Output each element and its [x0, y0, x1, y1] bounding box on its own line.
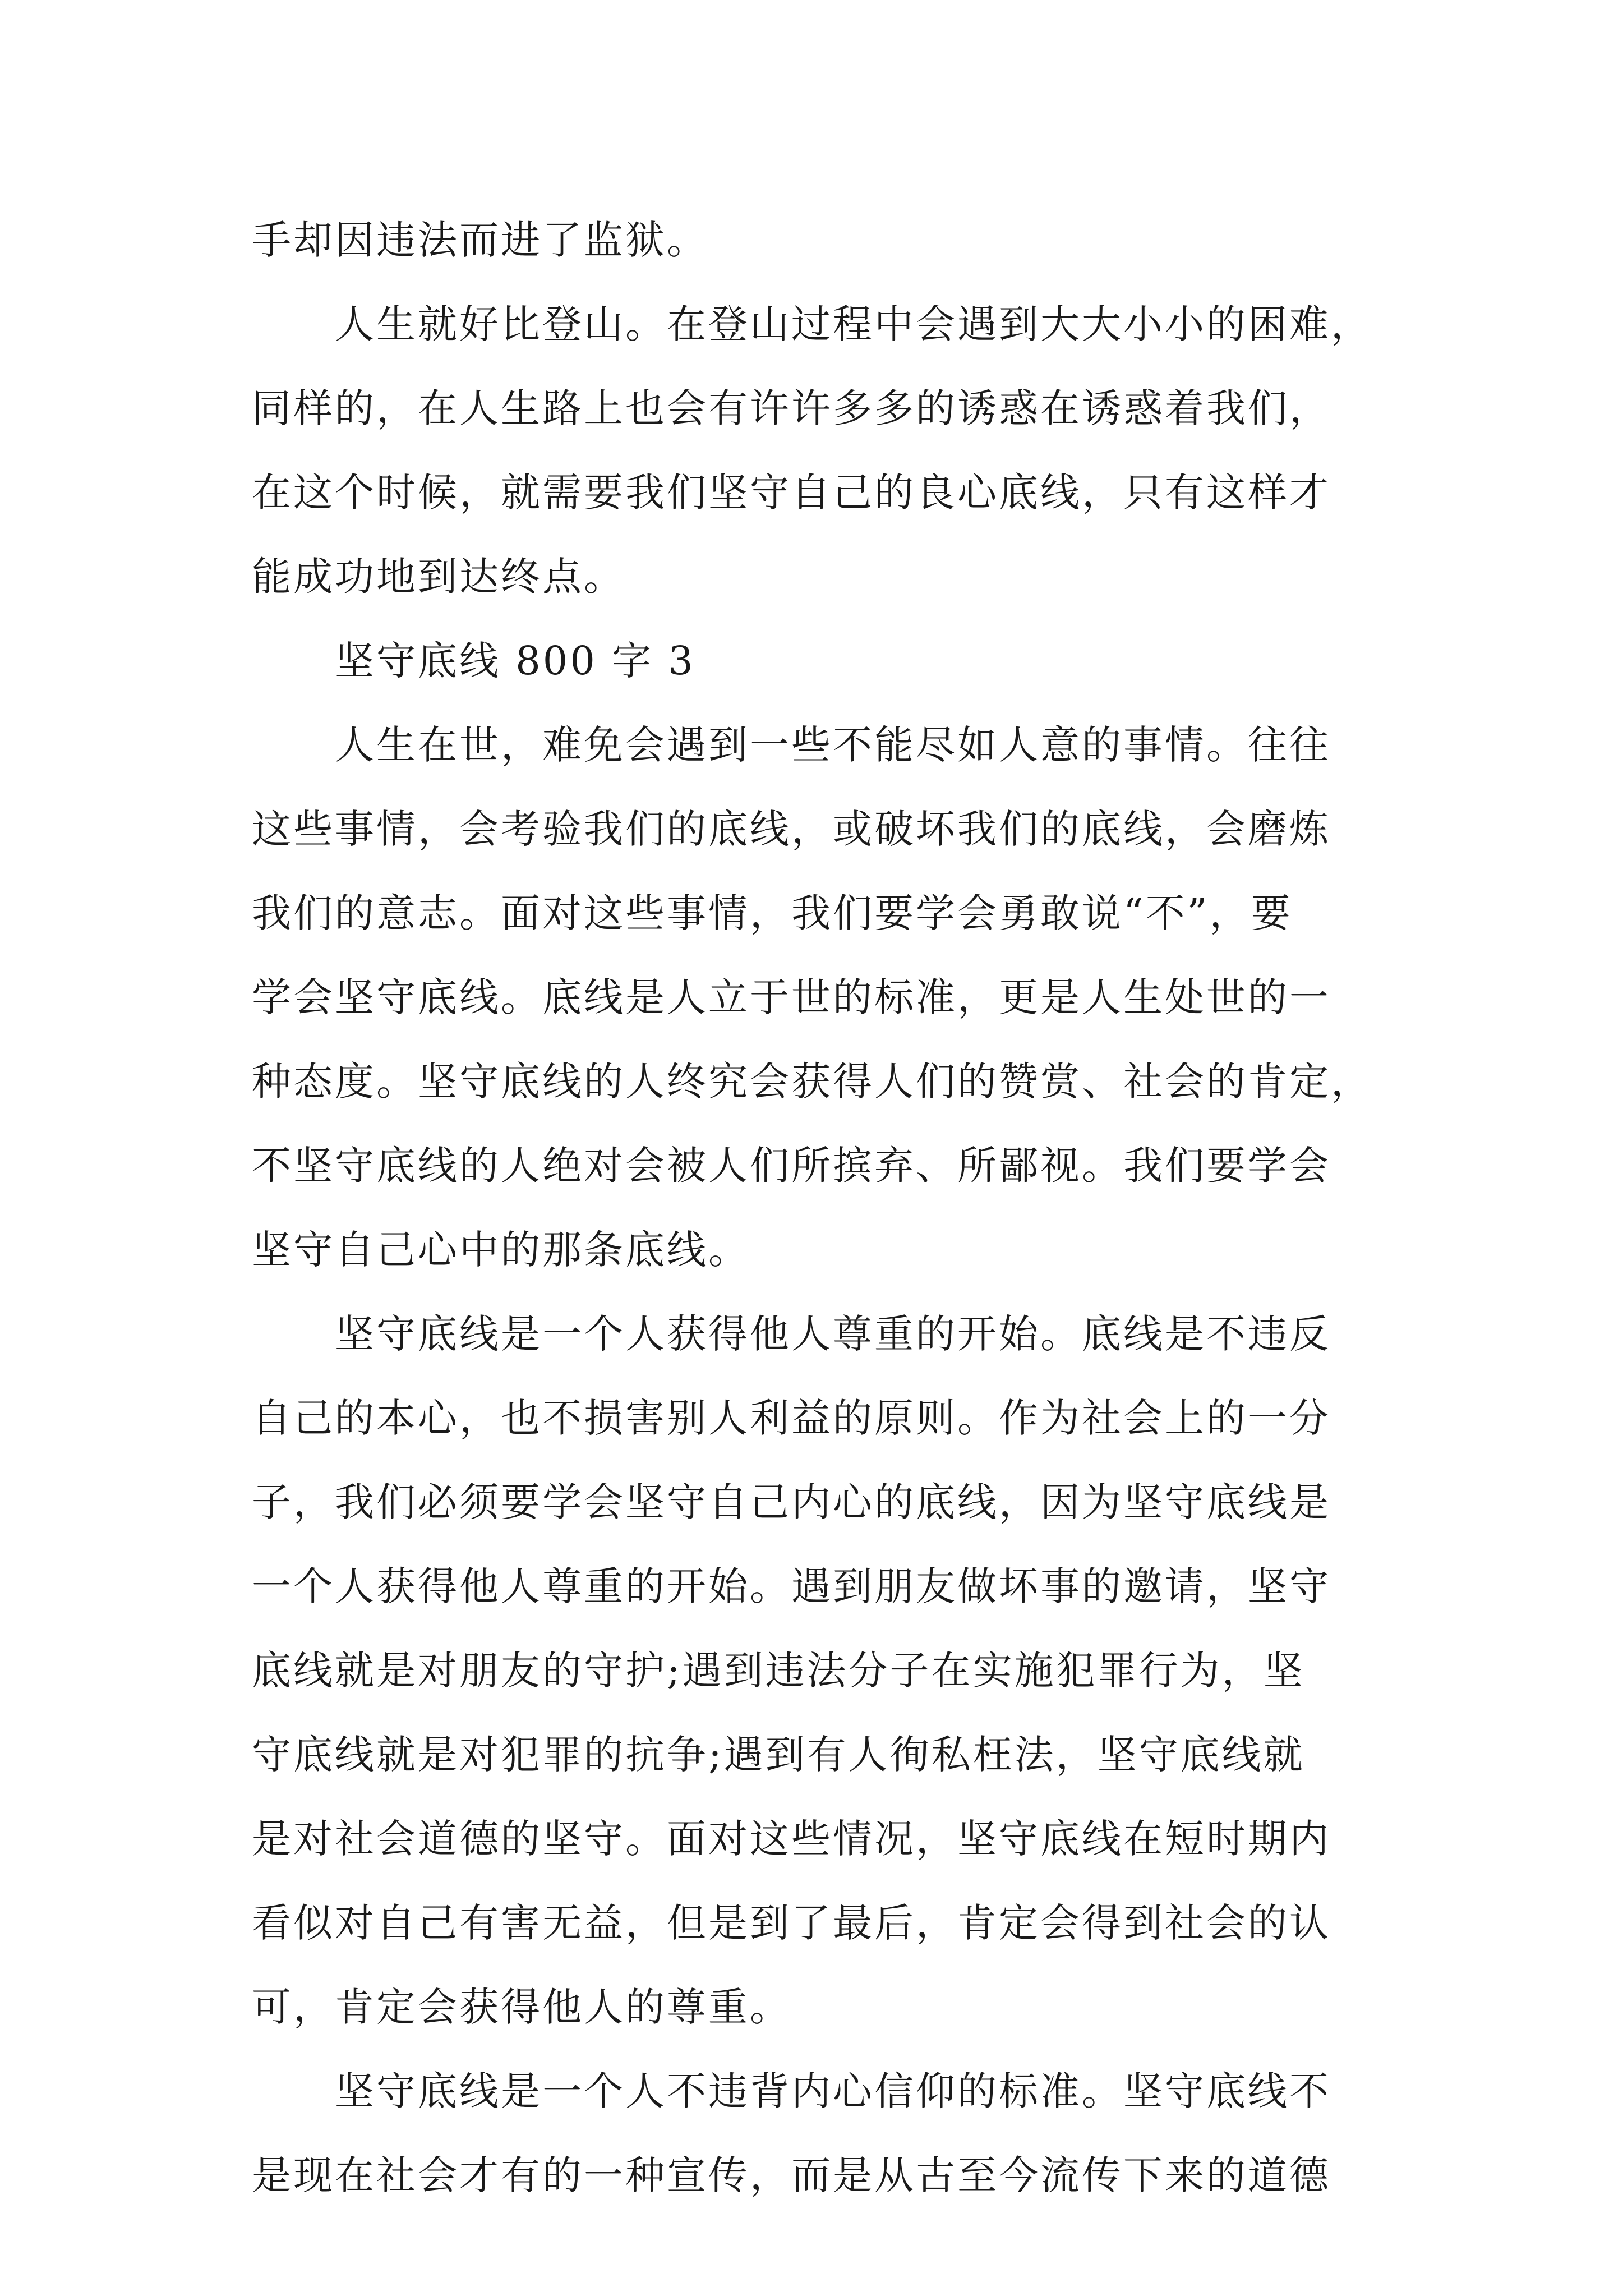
- text-line: 这些事情，会考验我们的底线，或破坏我们的底线，会磨炼: [252, 806, 1331, 852]
- text-line: 是现在社会才有的一种宣传，而是从古至今流传下来的道德: [252, 2152, 1331, 2198]
- paragraph-start-line: 坚守底线是一个人不违背内心信仰的标准。坚守底线不: [335, 2068, 1331, 2114]
- text-line: 不坚守底线的人绝对会被人们所摈弃、所鄙视。我们要学会: [252, 1143, 1331, 1189]
- text-line: 是对社会道德的坚守。面对这些情况，坚守底线在短时期内: [252, 1816, 1331, 1862]
- text-line: 可，肯定会获得他人的尊重。: [252, 1984, 791, 2030]
- text-line: 一个人获得他人尊重的开始。遇到朋友做坏事的邀请，坚守: [252, 1563, 1331, 1609]
- text-line: 能成功地到达终点。: [252, 554, 625, 600]
- section-heading: 坚守底线 800 字 3: [335, 638, 695, 684]
- text-line: 看似对自己有害无益，但是到了最后，肯定会得到社会的认: [252, 1900, 1331, 1946]
- paragraph-start-line: 人生就好比登山。在登山过程中会遇到大大小小的困难，: [335, 301, 1372, 347]
- text-line: 底线就是对朋友的守护;遇到违法分子在实施犯罪行为，坚: [252, 1648, 1305, 1694]
- text-line: 手却因违法而进了监狱。: [252, 217, 708, 263]
- text-line: 在这个时候，就需要我们坚守自己的良心底线，只有这样才: [252, 470, 1331, 516]
- text-line: 自己的本心，也不损害别人利益的原则。作为社会上的一分: [252, 1395, 1331, 1441]
- text-line: 我们的意志。面对这些事情，我们要学会勇敢说“不”，要: [252, 890, 1293, 936]
- text-line: 坚守自己心中的那条底线。: [252, 1227, 750, 1273]
- text-line: 同样的，在人生路上也会有许许多多的诱惑在诱惑着我们，: [252, 385, 1331, 431]
- text-line: 学会坚守底线。底线是人立于世的标准，更是人生处世的一: [252, 974, 1331, 1020]
- text-line: 种态度。坚守底线的人终究会获得人们的赞赏、社会的肯定，: [252, 1059, 1372, 1105]
- paragraph-start-line: 人生在世，难免会遇到一些不能尽如人意的事情。往往: [335, 722, 1331, 768]
- text-line: 守底线就是对犯罪的抗争;遇到有人徇私枉法，坚守底线就: [252, 1732, 1305, 1778]
- paragraph-start-line: 坚守底线是一个人获得他人尊重的开始。底线是不违反: [335, 1311, 1331, 1357]
- text-line: 子，我们必须要学会坚守自己内心的底线，因为坚守底线是: [252, 1479, 1331, 1525]
